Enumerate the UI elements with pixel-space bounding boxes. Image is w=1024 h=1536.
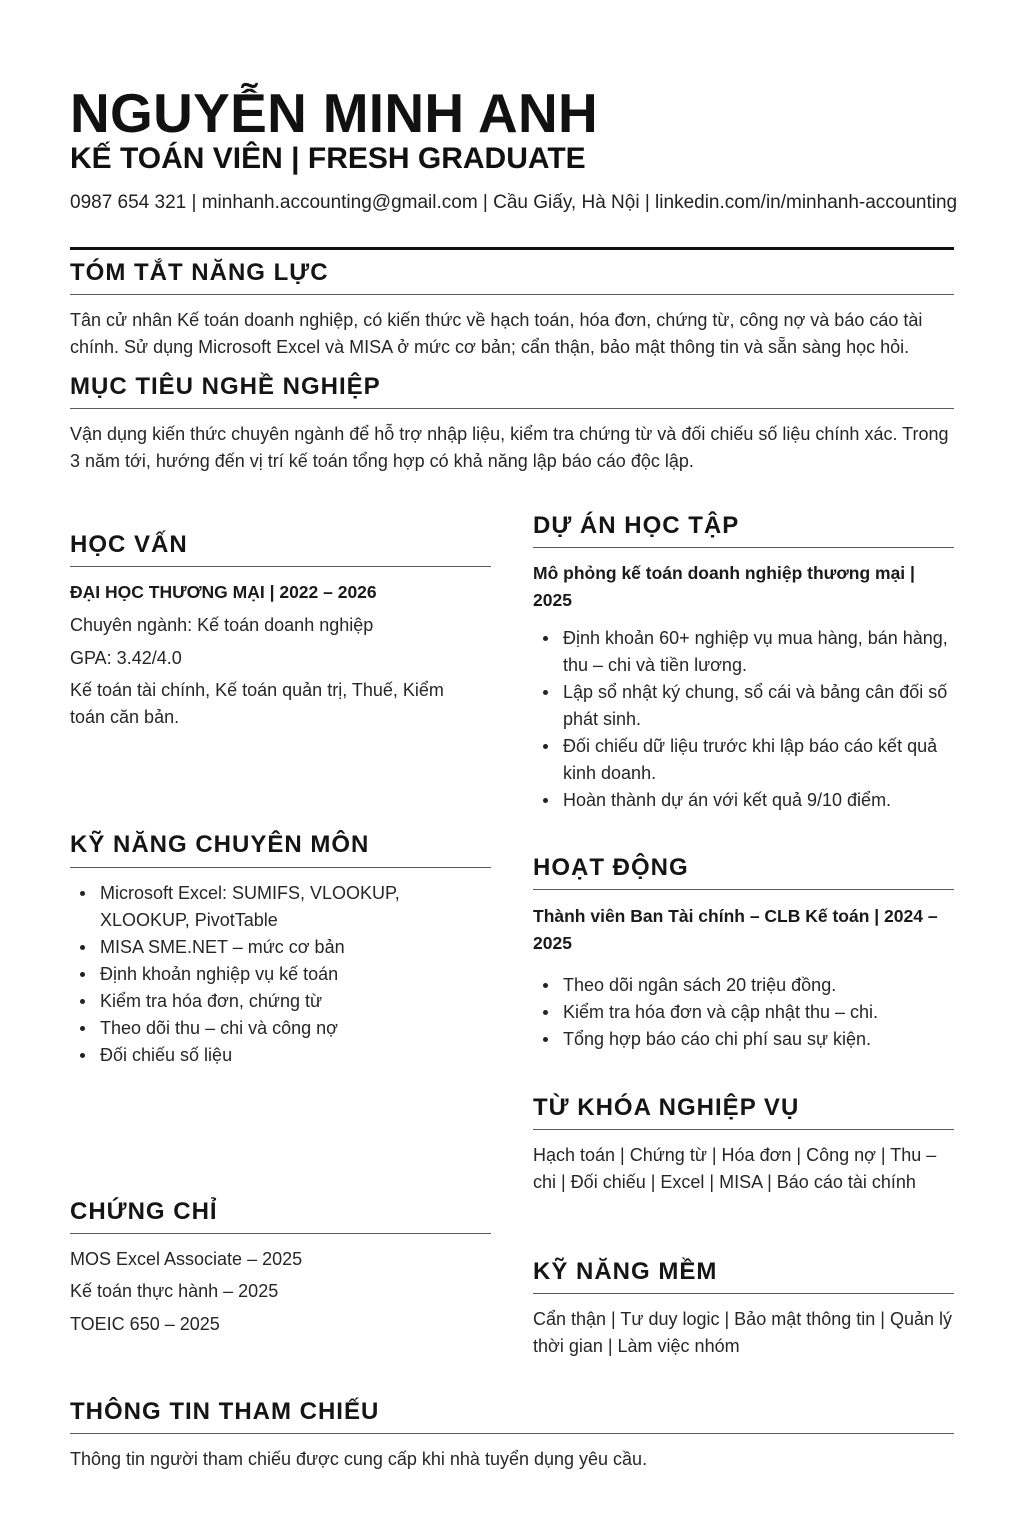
education-gpa: GPA: 3.42/4.0 <box>70 648 182 668</box>
list-item: Định khoản 60+ nghiệp vụ mua hàng, bán hàng, thu – chi và tiền lương. <box>533 625 958 679</box>
list-item: Kiểm tra hóa đơn, chứng từ <box>70 988 450 1015</box>
project-title: Mô phỏng kế toán doanh nghiệp thương mại | 2025 <box>533 563 915 610</box>
contact-line: 0987 654 321 | minhanh.accounting@gmail.com | Cầu Giấy, Hà Nội | linkedin.com/in/minhanh-accounting <box>70 192 958 213</box>
certificate-item: TOEIC 650 – 2025 <box>70 1314 220 1334</box>
list-item: Hoàn thành dự án với kết quả 9/10 điểm. <box>533 787 958 814</box>
education-rule <box>70 566 491 567</box>
objective-rule <box>70 408 954 409</box>
activities-list <box>533 972 958 1053</box>
education-school: ĐẠI HỌC THƯƠNG MẠI | 2022 – 2026 <box>70 582 377 602</box>
list-item: Đối chiếu dữ liệu trước khi lập báo cáo kết quả kinh doanh. <box>533 733 958 787</box>
list-item: Theo dõi thu – chi và công nợ <box>70 1015 450 1042</box>
skills-list <box>70 880 450 1069</box>
skills-heading: KỸ NĂNG CHUYÊN MÔN <box>70 831 370 858</box>
activities-heading: HOẠT ĐỘNG <box>533 854 689 881</box>
list-item: Tổng hợp báo cáo chi phí sau sự kiện. <box>533 1026 958 1053</box>
soft-skills-rule <box>533 1293 954 1294</box>
summary-rule <box>70 294 954 295</box>
keywords-rule <box>533 1129 954 1130</box>
list-item: Lập sổ nhật ký chung, sổ cái và bảng cân đối số phát sinh. <box>533 679 958 733</box>
keywords-text: Hạch toán | Chứng từ | Hóa đơn | Công nợ | Thu – chi | Đối chiếu | Excel | MISA | Báo cáo tài chính <box>533 1145 937 1192</box>
project-rule <box>533 547 954 548</box>
objective-heading: MỤC TIÊU NGHỀ NGHIỆP <box>70 373 381 400</box>
project-heading: DỰ ÁN HỌC TẬP <box>533 512 740 539</box>
keywords-heading: TỪ KHÓA NGHIỆP VỤ <box>533 1094 800 1121</box>
certificates-heading: CHỨNG CHỈ <box>70 1198 218 1225</box>
list-item: Định khoản nghiệp vụ kế toán <box>70 961 450 988</box>
summary-text: Tân cử nhân Kế toán doanh nghiệp, có kiến thức về hạch toán, hóa đơn, chứng từ, công nợ và báo cáo tài chính. Sử dụng Microsoft Excel và MISA ở mức cơ bản; cẩn thận, bảo mật thông tin và sẵn sàng học hỏi. <box>70 310 923 357</box>
certificate-item: MOS Excel Associate – 2025 <box>70 1249 303 1269</box>
soft-skills-text: Cẩn thận | Tư duy logic | Bảo mật thông tin | Quản lý thời gian | Làm việc nhóm <box>533 1309 952 1356</box>
list-item: Đối chiếu số liệu <box>70 1042 450 1069</box>
header-divider <box>70 247 954 250</box>
project-list <box>533 625 958 814</box>
list-item: Microsoft Excel: SUMIFS, VLOOKUP, XLOOKUP, PivotTable <box>70 880 450 934</box>
list-item: Kiểm tra hóa đơn và cập nhật thu – chi. <box>533 999 958 1026</box>
activities-title: Thành viên Ban Tài chính – CLB Kế toán | 2024 – 2025 <box>533 906 938 953</box>
education-courses: Kế toán tài chính, Kế toán quản trị, Thuế, Kiểm toán căn bản. <box>70 680 444 727</box>
objective-text: Vận dụng kiến thức chuyên ngành để hỗ trợ nhập liệu, kiểm tra chứng từ và đối chiếu số liệu chính xác. Trong 3 năm tới, hướng đến vị trí kế toán tổng hợp có khả năng lập báo cáo độc lập. <box>70 424 949 471</box>
summary-heading: TÓM TẮT NĂNG LỰC <box>70 259 329 286</box>
references-heading: THÔNG TIN THAM CHIẾU <box>70 1398 380 1425</box>
soft-skills-heading: KỸ NĂNG MỀM <box>533 1258 718 1285</box>
references-rule <box>70 1433 954 1434</box>
candidate-name: NGUYỄN MINH ANH <box>70 82 599 144</box>
education-major: Chuyên ngành: Kế toán doanh nghiệp <box>70 615 374 635</box>
list-item: Theo dõi ngân sách 20 triệu đồng. <box>533 972 958 999</box>
certificate-item: Kế toán thực hành – 2025 <box>70 1281 279 1301</box>
list-item: MISA SME.NET – mức cơ bản <box>70 934 450 961</box>
skills-rule <box>70 867 491 868</box>
education-heading: HỌC VẤN <box>70 531 188 558</box>
candidate-role: KẾ TOÁN VIÊN | FRESH GRADUATE <box>70 142 586 175</box>
references-text: Thông tin người tham chiếu được cung cấp khi nhà tuyển dụng yêu cầu. <box>70 1449 648 1469</box>
activities-rule <box>533 889 954 890</box>
certificates-rule <box>70 1233 491 1234</box>
